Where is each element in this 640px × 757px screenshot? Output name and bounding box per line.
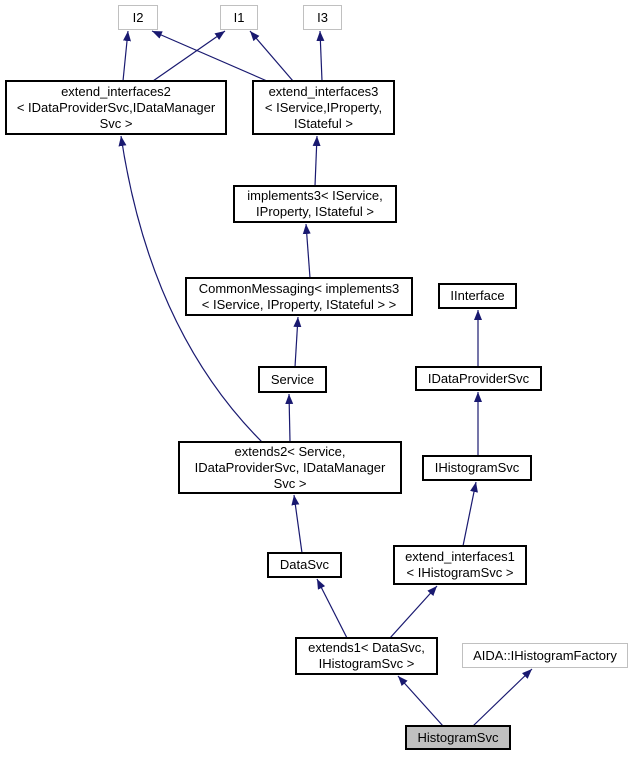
node-label: CommonMessaging< implements3 (198, 280, 400, 296)
node-label: IInterface (450, 288, 505, 303)
node-extend_interfaces1[interactable] (393, 545, 527, 585)
node-extends2[interactable] (178, 441, 402, 494)
edge-extend_interfaces3-to-i3 (320, 31, 322, 81)
node-i2 (118, 5, 158, 30)
edge-extend_interfaces2-to-i1 (153, 31, 225, 81)
node-idataprovidersvc[interactable] (415, 366, 542, 391)
edge-implements3-to-extend_interfaces3 (315, 136, 317, 186)
node-extend_interfaces2[interactable] (5, 80, 227, 135)
node-histogramsvc (405, 725, 511, 750)
edge-extend_interfaces3-to-i2 (152, 31, 267, 81)
node-label: < IService,IProperty, (264, 99, 383, 115)
node-iinterface[interactable] (438, 283, 517, 309)
node-label: IDataProviderSvc (427, 370, 530, 386)
edge-extend_interfaces2-to-i2 (123, 31, 128, 81)
node-datasvc[interactable] (267, 552, 342, 578)
edge-histogramsvc-to-aida_ihistogramfactory (473, 669, 532, 726)
edge-extends2-to-service (289, 394, 290, 442)
node-label: < IService, IProperty, IStateful > > (201, 296, 397, 312)
node-i1 (220, 5, 258, 30)
node-extends1[interactable] (295, 637, 438, 675)
node-label: I2 (132, 9, 144, 25)
edge-service-to-common_messaging (295, 317, 298, 367)
node-ihistogramsvc[interactable] (422, 455, 532, 481)
node-label: extend_interfaces1 (405, 549, 515, 564)
node-label: Svc > (273, 475, 307, 491)
node-label: I1 (233, 9, 245, 25)
edge-common_messaging-to-implements3 (306, 224, 310, 278)
node-label: IStateful > (294, 115, 353, 131)
node-label: Svc > (99, 115, 133, 131)
node-label: extends1< DataSvc, (308, 640, 425, 655)
node-common_messaging[interactable] (185, 277, 413, 316)
node-label: IDataProviderSvc, IDataManager (194, 459, 386, 475)
node-label: DataSvc (279, 557, 330, 572)
edge-extends1-to-datasvc (317, 579, 347, 638)
node-label: implements3< IService, (247, 188, 383, 203)
node-label: Service (270, 371, 315, 387)
node-label: < IDataProviderSvc,IDataManager (16, 99, 216, 115)
node-label: IHistogramSvc (434, 460, 520, 475)
node-label: I3 (317, 9, 328, 25)
node-service[interactable] (258, 366, 327, 393)
node-aida_ihistogramfactory (462, 643, 628, 668)
node-implements3[interactable] (233, 185, 397, 223)
node-label: AIDA::IHistogramFactory (473, 647, 617, 663)
edge-extend_interfaces1-to-ihistogramsvc (463, 482, 476, 546)
node-label: extend_interfaces3 (268, 83, 379, 99)
node-label: HistogramSvc (417, 729, 499, 745)
node-i3 (303, 5, 342, 30)
edge-datasvc-to-extends2 (294, 495, 302, 553)
edge-extend_interfaces3-to-i1 (250, 31, 293, 81)
node-label: IHistogramSvc > (318, 656, 415, 671)
node-label: extend_interfaces2 (61, 83, 171, 99)
node-label: extends2< Service, (234, 443, 346, 459)
edge-extends1-to-extend_interfaces1 (390, 586, 437, 638)
node-extend_interfaces3[interactable] (252, 80, 395, 135)
edge-histogramsvc-to-extends1 (398, 676, 443, 726)
node-label: < IHistogramSvc > (406, 565, 514, 580)
node-label: IProperty, IStateful > (256, 204, 374, 219)
